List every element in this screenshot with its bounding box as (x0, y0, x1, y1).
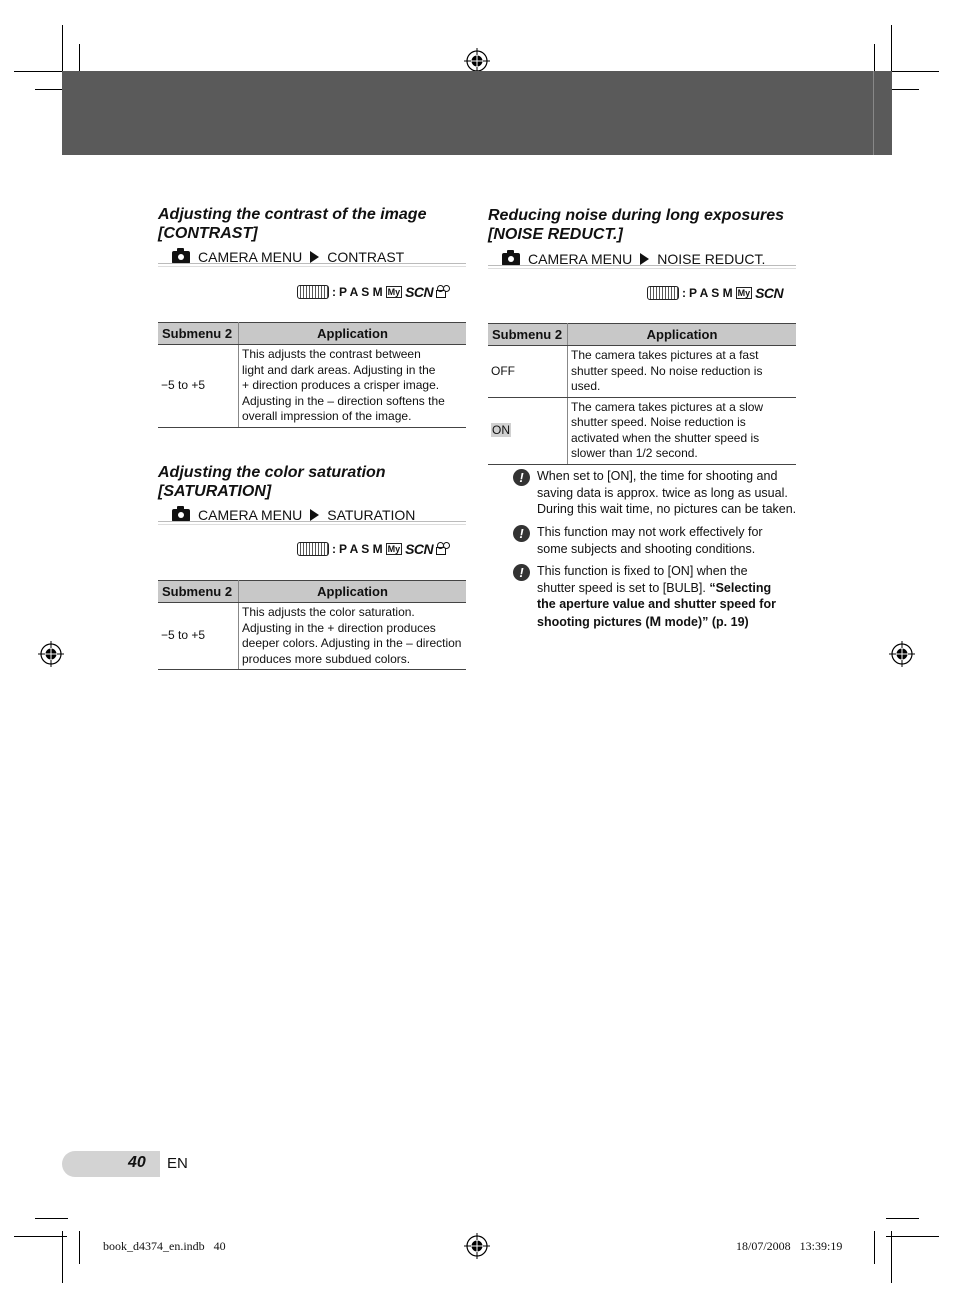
mode-dial-icon (647, 286, 679, 300)
page-number: 40 (128, 1154, 146, 1171)
footer-file: book_d4374_en.indb 40 (103, 1239, 226, 1253)
table-row: −5 to +5 This adjusts the color saturation. Adjusting in the + direction produces deeper colors. Adjusting in the – direction produces more subdued colors. (158, 603, 466, 670)
my-mode-icon: My (387, 544, 401, 554)
my-mode-icon: My (387, 287, 401, 297)
table-row: −5 to +5 This adjusts the contrast between light and dark areas. Adjusting in the + direction produces a crisper image. Adjusting in the – direction softens the overall impression of the image. (158, 345, 466, 428)
contrast-menu-path: CAMERA MENU CONTRAST (172, 249, 466, 265)
arrow-right-icon (310, 509, 319, 521)
scn-icon: SCN (405, 284, 434, 300)
arrow-right-icon (310, 251, 319, 263)
contrast-table: Submenu 2 Application −5 to +5 This adjusts the contrast between light and dark areas. Adjusting in the + direction produces a crisper image. Adjusting in the – direction softens the overall impression of the image. (158, 322, 466, 428)
saturation-heading: Adjusting the color saturation [SATURATION] (158, 464, 386, 500)
caution-note-3: ! This function is fixed to [ON] when the shutter speed is set to [BULB]. “Selecting the aperture value and shutter speed for shooting pictures (M mode)” (p. 19) (488, 563, 808, 630)
saturation-modes: : P A S M My SCN (297, 541, 450, 557)
my-mode-icon: My (737, 288, 751, 298)
caution-note-2: ! This function may not work effectively for some subjects and shooting conditions. (488, 524, 808, 557)
registration-mark-left (38, 641, 64, 667)
caution-icon: ! (513, 564, 530, 581)
noise-table: Submenu 2 Application OFF The camera takes pictures at a fast shutter speed. No noise reduction is used. ON The camera takes pictures at a slow shutter speed. Noise reduction is activated when the shutter speed is slower than 1/2 second. (488, 323, 796, 465)
movie-icon (436, 286, 450, 298)
arrow-right-icon (640, 253, 649, 265)
caution-icon: ! (513, 469, 530, 486)
movie-icon (436, 543, 450, 555)
contrast-heading: Adjusting the contrast of the image [CONTRAST] (158, 206, 427, 242)
camera-icon (172, 509, 190, 522)
registration-mark-right (889, 641, 915, 667)
mode-dial-icon (297, 285, 329, 299)
saturation-table: Submenu 2 Application −5 to +5 This adjusts the color saturation. Adjusting in the + direction produces deeper colors. Adjusting in the – direction produces more subdued colors. (158, 580, 466, 670)
caution-note-1: ! When set to [ON], the time for shooting and saving data is approx. twice as long as usual. During this wait time, no pictures can be taken. (488, 468, 808, 518)
caution-icon: ! (513, 525, 530, 542)
camera-icon (502, 253, 520, 266)
footer-date: 18/07/2008 13:39:19 (736, 1239, 843, 1253)
header-bar (62, 71, 892, 155)
saturation-menu-path: CAMERA MENU SATURATION (172, 507, 466, 523)
table-row: OFF The camera takes pictures at a fast shutter speed. No noise reduction is used. (488, 346, 796, 398)
noise-heading: Reducing noise during long exposures [NOISE REDUCT.] (488, 207, 785, 243)
table-row: ON The camera takes pictures at a slow shutter speed. Noise reduction is activated when the shutter speed is slower than 1/2 second. (488, 397, 796, 464)
noise-menu-path: CAMERA MENU NOISE REDUCT. (502, 251, 796, 267)
scn-icon: SCN (405, 541, 434, 557)
camera-icon (172, 251, 190, 264)
contrast-modes: : P A S M My SCN (297, 284, 450, 300)
noise-modes: : P A S M My SCN (647, 285, 783, 301)
scn-icon: SCN (755, 285, 784, 301)
page-language: EN (167, 1155, 188, 1172)
mode-dial-icon (297, 542, 329, 556)
registration-mark-bottom (464, 1233, 490, 1259)
